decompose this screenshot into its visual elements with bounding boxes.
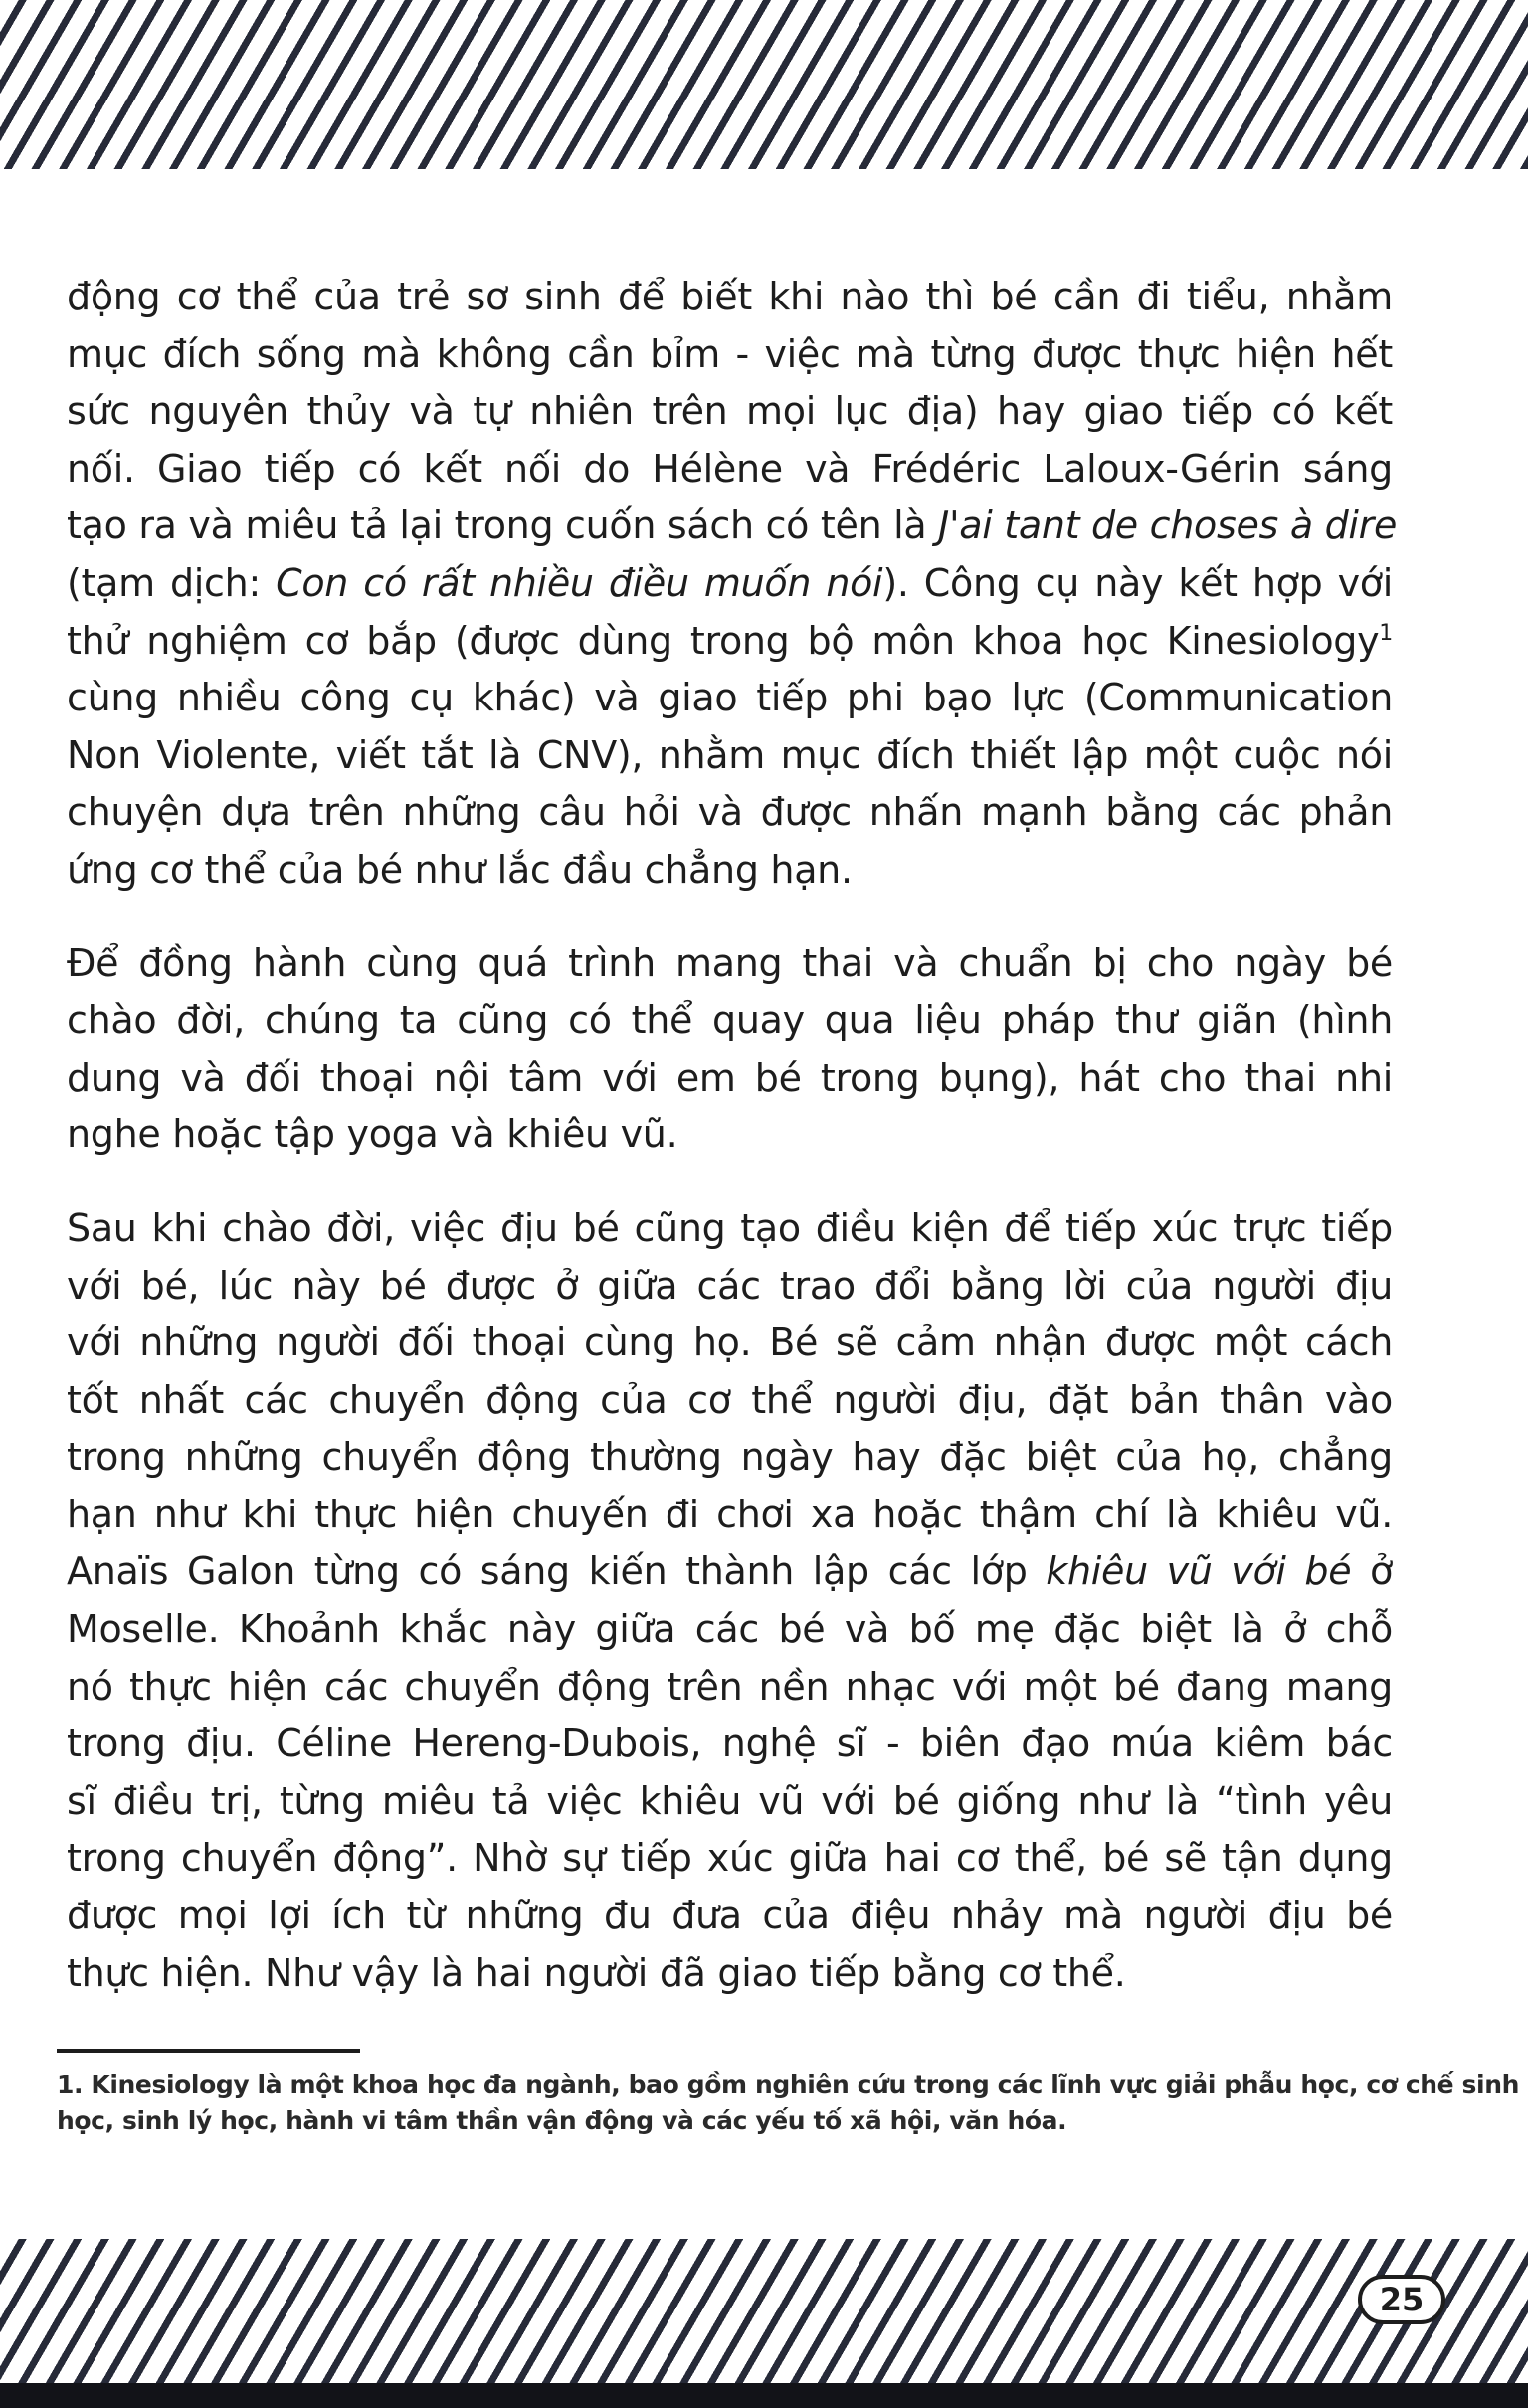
text-line: Sau khi chào đời, việc địu bé cũng tạo điều kiện để tiếp xúc trực tiếp	[67, 1205, 1393, 1250]
text-line: với những người đối thoại cùng họ. Bé sẽ cảm nhận được một cách	[67, 1320, 1393, 1365]
text-line: chuyện dựa trên những câu hỏi và được nhấn mạnh bằng các phản	[67, 790, 1393, 835]
book-title-translation-italic: Con có rất nhiều điều muốn nói	[276, 560, 883, 605]
text-line: động cơ thể của trẻ sơ sinh để biết khi nào thì bé cần đi tiểu, nhằm	[67, 275, 1393, 318]
text-line	[67, 1543, 1393, 1601]
text-segment: ). Công cụ này kết hợp với	[882, 560, 1394, 605]
footnote-line: 1. Kinesiology là một khoa học đa ngành, bao gồm nghiên cứu trong các lĩnh vực giải phẫu học, cơ chế sinh	[57, 2070, 1519, 2099]
text-line: chào đời, chúng ta cũng có thể quay qua liệu pháp thư giãn (hình	[67, 998, 1393, 1043]
text-line: với bé, lúc này bé được ở giữa các trao đổi bằng lời của người địu	[67, 1263, 1393, 1307]
text-line: cùng nhiều công cụ khác) và giao tiếp phi bạo lực (Communication	[67, 676, 1393, 720]
footnote-marker: 1	[1379, 620, 1393, 646]
text-line: trong những chuyển động thường ngày hay đặc biệt của họ, chẳng	[67, 1435, 1393, 1480]
text-segment: thử nghiệm cơ bắp (được dùng trong bộ môn khoa học Kinesiology	[67, 618, 1380, 663]
text-line: dung và đối thoại nội tâm với em bé trong bụng), hát cho thai nhi	[67, 1055, 1393, 1100]
footnote	[57, 2066, 1519, 2139]
paragraph-2	[67, 935, 1393, 1164]
text-line: sĩ điều trị, từng miêu tả việc khiêu vũ với bé giống như là “tình yêu	[67, 1778, 1393, 1823]
page-bottom-edge	[0, 2383, 1528, 2408]
text-line: được mọi lợi ích từ những đu đưa của điệu nhảy mà người địu bé	[67, 1894, 1393, 1938]
paragraph-3	[67, 1200, 1393, 2002]
text-line: tốt nhất các chuyển động của cơ thể người địu, đặt bản thân vào	[67, 1377, 1393, 1422]
footnote-line: học, sinh lý học, hành vi tâm thần vận động và các yếu tố xã hội, văn hóa.	[57, 2107, 1067, 2135]
text-line: sức nguyên thủy và tự nhiên trên mọi lục địa) hay giao tiếp có kết	[67, 389, 1393, 434]
text-line: hạn như khi thực hiện chuyến đi chơi xa hoặc thậm chí là khiêu vũ.	[67, 1492, 1393, 1536]
text-line	[67, 555, 1393, 613]
book-title-italic: J'ai tant de choses à dire	[938, 503, 1398, 548]
text-segment: ở	[1351, 1549, 1393, 1594]
footnote-separator	[57, 2049, 360, 2053]
text-line: Moselle. Khoảnh khắc này giữa các bé và bố mẹ đặc biệt là ở chỗ	[67, 1607, 1393, 1652]
text-line: ứng cơ thể của bé như lắc đầu chẳng hạn.	[67, 847, 853, 892]
top-stripe-pattern	[0, 0, 1528, 169]
text-line: nghe hoặc tập yoga và khiêu vũ.	[67, 1112, 678, 1157]
class-name-italic: khiêu vũ với bé	[1046, 1549, 1352, 1594]
text-line: trong địu. Céline Hereng-Dubois, nghệ sĩ - biên đạo múa kiêm bác	[67, 1721, 1393, 1766]
text-line: thực hiện. Như vậy là hai người đã giao tiếp bằng cơ thể.	[67, 1950, 1126, 1995]
text-line: nối. Giao tiếp có kết nối do Hélène và Frédéric Laloux-Gérin sáng	[67, 446, 1393, 491]
text-line: nó thực hiện các chuyển động trên nền nhạc với một bé đang mang	[67, 1664, 1393, 1708]
page-number: 25	[1358, 2275, 1445, 2324]
page-body	[67, 269, 1398, 2038]
text-line: trong chuyển động”. Nhờ sự tiếp xúc giữa hai cơ thể, bé sẽ tận dụng	[67, 1836, 1393, 1881]
text-line	[67, 498, 1398, 555]
text-line: Để đồng hành cùng quá trình mang thai và chuẩn bị cho ngày bé	[67, 940, 1393, 985]
text-line: mục đích sống mà không cần bỉm - việc mà từng được thực hiện hết	[67, 331, 1393, 376]
text-line: Non Violente, viết tắt là CNV), nhằm mục đích thiết lập một cuộc nói	[67, 732, 1393, 777]
text-line	[67, 613, 1393, 671]
text-segment: (tạm dịch:	[67, 560, 277, 605]
text-segment: Anaïs Galon từng có sáng kiến thành lập các lớp	[67, 1549, 1047, 1594]
paragraph-1	[67, 269, 1398, 900]
text-segment: tạo ra và miêu tả lại trong cuốn sách có tên là	[67, 503, 939, 548]
